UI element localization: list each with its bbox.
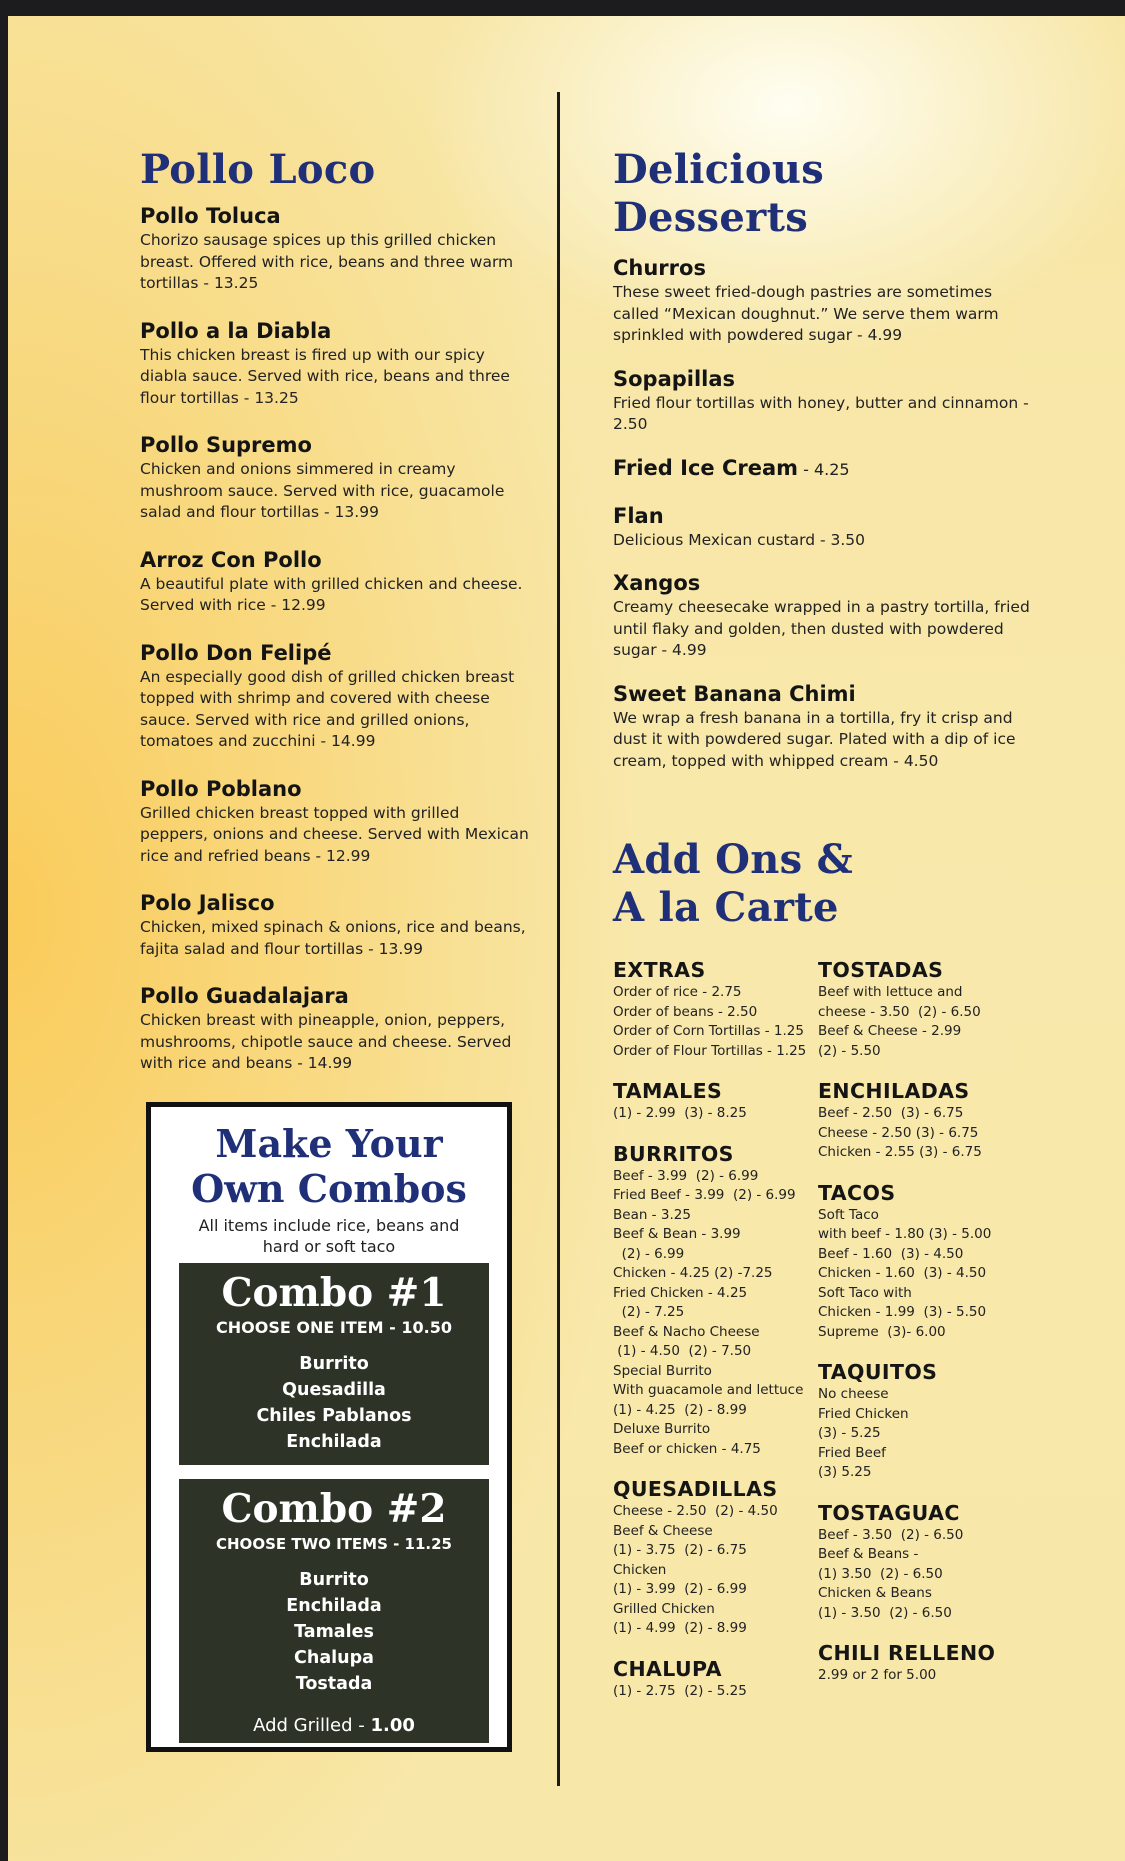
addon-line: Bean - 3.25 (613, 1206, 691, 1223)
pollo-item-desc: Grilled chicken breast topped with grilled peppers, onions and cheese. Served with Mexican rice and refried beans - 12.99 (140, 803, 529, 865)
addon-line: (2) - 7.25 (613, 1304, 685, 1320)
combos-box (146, 1102, 512, 1752)
dessert-item-name (613, 502, 1033, 530)
addon-line: cheese - 3.50 (2) - 6.50 (818, 1003, 981, 1020)
dessert-item-desc: Fried flour tortillas with honey, butter and cinnamon - 2.50 (613, 393, 1029, 433)
dessert-item-name (613, 365, 1033, 393)
pollo-item-desc: Chicken breast with pineapple, onion, peppers, mushrooms, chipotle sauce and cheese. Served with rice and beans - 14.99 (140, 1011, 512, 1072)
addon-line: Fried Beef - 3.99 (2) - 6.99 (613, 1187, 796, 1203)
combo-2-item: Burrito (299, 1570, 369, 1590)
addon-line: Beef - 1.60 (3) - 4.50 (818, 1245, 964, 1262)
dessert-item-desc: These sweet fried-dough pastries are sometimes called “Mexican doughnut.” We serve them warm sprinkled with powdered sugar - 4.99 (613, 283, 999, 344)
addon-heading: EXTRAS (613, 958, 706, 982)
desserts-title (613, 146, 1033, 242)
addon-line: Beef or chicken - 4.75 (613, 1440, 761, 1457)
column-divider (557, 92, 560, 1786)
addon-line: (3) 5.25 (818, 1464, 872, 1480)
addons-title-line1: Add Ons & (613, 836, 854, 883)
addon-line: Order of beans - 2.50 (613, 1003, 758, 1020)
addon-line: No cheese (818, 1386, 889, 1402)
combos-note-line2: hard or soft taco (262, 1237, 396, 1256)
addon-block (818, 1641, 1028, 1686)
addon-line: Order of Flour Tortillas - 1.25 (613, 1042, 807, 1059)
menu-page (8, 16, 1125, 1861)
addon-heading: CHALUPA (613, 1656, 722, 1681)
combos-note-line1: All items include rice, beans and (198, 1216, 460, 1235)
dessert-item-name-text: Fried Ice Cream (613, 455, 799, 480)
addon-line: (1) - 2.75 (2) - 5.25 (613, 1682, 747, 1699)
desserts-section (613, 146, 1033, 790)
addon-heading: TACOS (818, 1180, 896, 1205)
addon-block (818, 1079, 1028, 1163)
addon-line: (1) - 2.99 (3) - 8.25 (613, 1105, 747, 1121)
dessert-item-desc: Delicious Mexican custard - 3.50 (613, 530, 866, 549)
addon-heading: TAMALES (613, 1079, 723, 1103)
addon-line: Beef & Cheese (613, 1522, 713, 1539)
pollo-item-desc: Chicken, mixed spinach & onions, rice and beans, fajita salad and flour tortillas - 13.99 (140, 918, 526, 958)
combo-2-items (179, 1567, 489, 1697)
combo-2-panel (179, 1479, 489, 1743)
add-grilled (179, 1715, 489, 1736)
addon-line: Chicken - 1.99 (3) - 5.50 (818, 1304, 987, 1320)
dessert-item-desc: Creamy cheesecake wrapped in a pastry tortilla, fried until flaky and golden, then dusted with powdered sugar - 4.99 (613, 598, 1030, 659)
addon-line: (1) - 3.75 (2) - 6.75 (613, 1542, 747, 1558)
dessert-item-name-text: Churros (613, 256, 706, 280)
combo-2-item: Chalupa (294, 1648, 374, 1668)
addon-line: (1) - 3.50 (2) - 6.50 (818, 1604, 952, 1621)
addon-block (818, 1181, 1028, 1343)
addon-line: with beef - 1.80 (3) - 5.00 (818, 1226, 992, 1242)
addon-block (613, 1142, 813, 1460)
addon-heading: TOSTAGUAC (818, 1500, 960, 1525)
addon-line: (1) 3.50 (2) - 6.50 (818, 1565, 943, 1582)
addon-line: Chicken & Beans (818, 1585, 932, 1601)
dessert-item-name (613, 454, 1033, 484)
pollo-loco-title: Pollo Loco (140, 146, 376, 193)
combo-1-title: Combo #1 (221, 1270, 447, 1316)
addon-line: With guacamole and lettuce (613, 1382, 804, 1398)
dessert-item-name-text: Xangos (613, 571, 701, 595)
pollo-item-desc: A beautiful plate with grilled chicken and cheese. Served with rice - 12.99 (140, 574, 523, 614)
desserts-title-line1: Delicious (613, 146, 825, 193)
pollo-item (140, 982, 530, 1075)
combos-title-line1: Make Your (215, 1121, 443, 1166)
addon-line: Soft Taco (818, 1206, 879, 1223)
combo-2-title: Combo #2 (221, 1486, 447, 1532)
addons-left-column (613, 958, 813, 1719)
addon-line: Order of rice - 2.75 (613, 984, 742, 1000)
addon-line: Cheese - 2.50 (2) - 4.50 (613, 1503, 778, 1519)
dessert-item (613, 502, 1033, 552)
pollo-item-name: Pollo Toluca (140, 204, 281, 228)
addons-title-line2: A la Carte (613, 884, 839, 931)
addon-line: Beef & Bean - 3.99 (613, 1226, 741, 1242)
combos-title (151, 1121, 507, 1211)
addon-heading: TAQUITOS (818, 1360, 938, 1384)
addon-line: 2.99 or 2 for 5.00 (818, 1667, 937, 1683)
dessert-item (613, 680, 1033, 773)
pollo-item (140, 317, 530, 410)
addon-line: Deluxe Burrito (613, 1421, 711, 1437)
dessert-item-name (613, 680, 1033, 708)
dessert-item (613, 365, 1033, 436)
dessert-item-name-text: Sweet Banana Chimi (613, 681, 856, 706)
pollo-item-name: Polo Jalisco (140, 891, 275, 915)
pollo-item-name: Arroz Con Pollo (140, 547, 322, 572)
addon-line: (3) - 5.25 (818, 1425, 881, 1441)
combo-2-item: Tamales (294, 1622, 374, 1642)
pollo-items-list (140, 202, 530, 1075)
addon-line: (2) - 6.99 (613, 1245, 685, 1262)
desserts-title-line2: Desserts (613, 194, 809, 241)
pollo-item (140, 889, 530, 960)
combo-2-subtitle: CHOOSE TWO ITEMS - 11.25 (216, 1535, 452, 1553)
combos-title-line2: Own Combos (191, 1166, 467, 1211)
addon-line: Beef & Cheese - 2.99 (818, 1023, 962, 1039)
dessert-item-name (613, 569, 1033, 597)
addon-line: Fried Beef (818, 1444, 886, 1461)
addon-block (613, 1477, 813, 1639)
pollo-item (140, 431, 530, 524)
combo-1-subtitle: CHOOSE ONE ITEM - 10.50 (216, 1318, 452, 1337)
combos-note (151, 1215, 507, 1257)
addon-block (613, 1079, 813, 1124)
addon-line: (1) - 4.99 (2) - 8.99 (613, 1620, 747, 1636)
addon-line: Grilled Chicken (613, 1600, 715, 1617)
pollo-item-name: Pollo Poblano (140, 776, 302, 801)
dessert-item (613, 254, 1033, 347)
addon-line: Supreme (3)- 6.00 (818, 1323, 946, 1340)
addons-title (613, 836, 1033, 932)
addon-line: Fried Chicken (818, 1405, 909, 1422)
dessert-item-name-text: Flan (613, 503, 664, 528)
combo-1-item: Quesadilla (282, 1380, 386, 1400)
addon-line: Chicken - 1.60 (3) - 4.50 (818, 1265, 987, 1281)
combo-1-item: Burrito (299, 1354, 369, 1374)
pollo-item (140, 546, 530, 617)
addon-line: Order of Corn Tortillas - 1.25 (613, 1023, 804, 1039)
add-grilled-price: 1.00 (370, 1715, 415, 1736)
addon-line: (1) - 3.99 (2) - 6.99 (613, 1581, 747, 1597)
combo-1-item: Chiles Pablanos (256, 1406, 412, 1426)
dessert-item (613, 569, 1033, 662)
addon-line: Chicken - 4.25 (2) -7.25 (613, 1265, 773, 1281)
addon-line: Beef - 2.50 (3) - 6.75 (818, 1105, 964, 1121)
addon-block (613, 958, 813, 1061)
dessert-items-list (613, 254, 1033, 772)
add-grilled-label: Add Grilled - (253, 1715, 371, 1736)
combo-1-item: Enchilada (286, 1432, 382, 1452)
dessert-item-price: - 4.25 (798, 459, 850, 479)
addon-line: Beef - 3.99 (2) - 6.99 (613, 1167, 759, 1184)
addon-line: (1) - 4.25 (2) - 8.99 (613, 1401, 747, 1418)
pollo-item (140, 775, 530, 868)
addon-heading: ENCHILADAS (818, 1079, 970, 1103)
pollo-item (140, 202, 530, 295)
pollo-item-name: Pollo a la Diabla (140, 318, 332, 343)
combo-2-item: Enchilada (286, 1596, 382, 1616)
addon-heading: QUESADILLAS (613, 1477, 778, 1501)
combo-2-item: Tostada (295, 1674, 373, 1694)
dessert-item-name-text: Sopapillas (613, 366, 736, 391)
addon-block (818, 1360, 1028, 1483)
addon-line: Beef & Nacho Cheese (613, 1323, 760, 1340)
addon-block (818, 958, 1028, 1061)
pollo-item-desc: Chorizo sausage spices up this grilled chicken breast. Offered with rice, beans and three warm tortillas - 13.25 (140, 231, 514, 292)
addon-line: Chicken - 2.55 (3) - 6.75 (818, 1144, 982, 1160)
combo-1-panel (179, 1263, 489, 1465)
pollo-item-name: Pollo Supremo (140, 433, 312, 457)
addons-right-column (818, 958, 1028, 1704)
pollo-item-name: Pollo Don Felipé (140, 640, 332, 665)
addon-block (818, 1501, 1028, 1624)
pollo-item-desc: An especially good dish of grilled chicken breast topped with shrimp and covered with cheese sauce. Served with rice and grilled onions, tomatoes and zucchini - 14.99 (140, 667, 515, 750)
addon-line: (1) - 4.50 (2) - 7.50 (613, 1343, 752, 1359)
addon-line: Beef & Beans - (818, 1546, 919, 1562)
addon-line: Fried Chicken - 4.25 (613, 1284, 748, 1301)
addon-line: Special Burrito (613, 1362, 712, 1379)
combo-1-items (179, 1351, 489, 1455)
pollo-item (140, 639, 530, 753)
addon-line: Chicken (613, 1561, 667, 1578)
addon-heading: TOSTADAS (818, 958, 944, 982)
dessert-item-name (613, 254, 1033, 282)
addon-line: Soft Taco with (818, 1284, 912, 1301)
dessert-item-desc: We wrap a fresh banana in a tortilla, fry it crisp and dust it with powdered sugar. Plated with a dip of ice cream, topped with whipped cream - 4.50 (613, 708, 1016, 770)
dessert-item (613, 454, 1033, 484)
addon-line: Beef - 3.50 (2) - 6.50 (818, 1526, 964, 1543)
addon-line: Beef with lettuce and (818, 984, 963, 1000)
addon-line: Cheese - 2.50 (3) - 6.75 (818, 1124, 979, 1141)
pollo-item-desc: This chicken breast is fired up with our spicy diabla sauce. Served with rice, beans and three flour tortillas - 13.25 (140, 345, 510, 407)
pollo-item-desc: Chicken and onions simmered in creamy mushroom sauce. Served with rice, guacamole salad and flour tortillas - 13.99 (140, 460, 505, 521)
addon-heading: BURRITOS (613, 1141, 734, 1166)
addon-block (613, 1657, 813, 1702)
addon-heading: CHILI RELLENO (818, 1641, 996, 1665)
pollo-loco-section (140, 146, 530, 1097)
addon-line: (2) - 5.50 (818, 1042, 881, 1059)
pollo-item-name: Pollo Guadalajara (140, 984, 349, 1008)
